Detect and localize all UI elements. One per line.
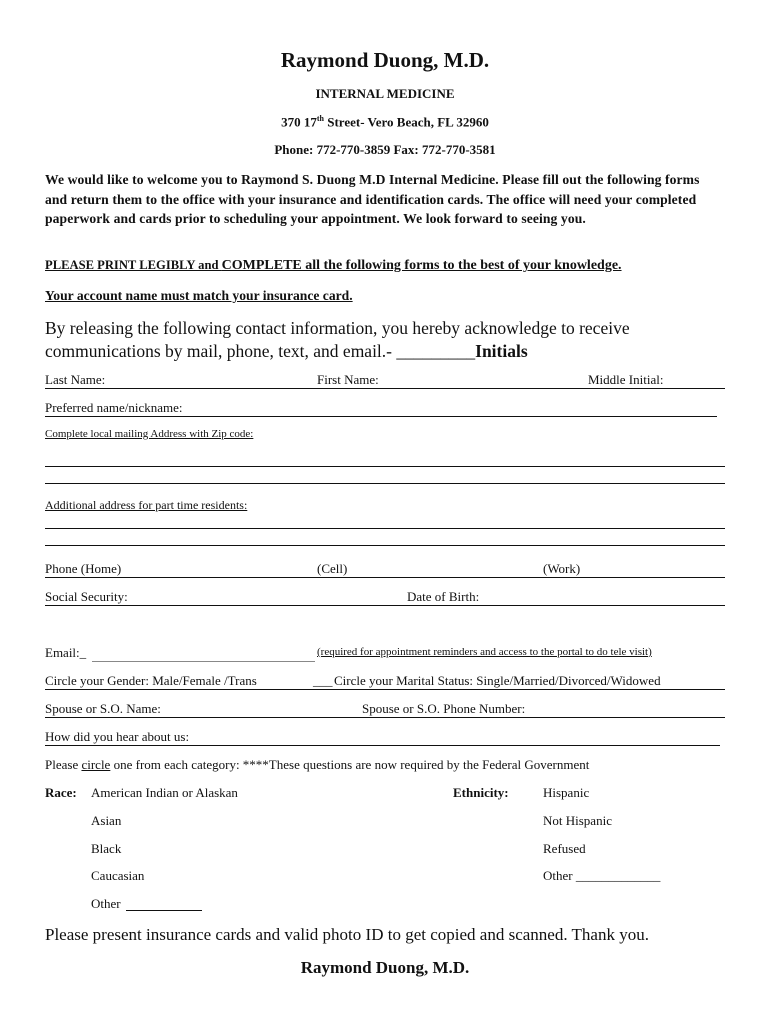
gender-blank[interactable]: ___: [313, 673, 333, 688]
social-security-label: Social Security:: [45, 589, 128, 604]
ethnicity-label: Ethnicity:: [453, 785, 509, 800]
spouse-name-label: Spouse or S.O. Name:: [45, 701, 161, 716]
race-option-caucasian[interactable]: Caucasian: [91, 868, 145, 883]
specialty-heading: INTERNAL MEDICINE: [315, 86, 455, 101]
race-other-line[interactable]: [126, 910, 202, 911]
address-number: 370 17: [281, 114, 317, 130]
race-option-asian[interactable]: Asian: [91, 813, 122, 828]
ethnicity-option-not-hispanic[interactable]: Not Hispanic: [543, 813, 612, 828]
gender-label: Circle your Gender: Male/Female /Trans: [45, 673, 257, 688]
heard-about-label: How did you hear about us:: [45, 729, 190, 744]
initials-label: Initials: [475, 340, 528, 361]
additional-address-line-2[interactable]: [45, 545, 725, 546]
name-line[interactable]: [45, 388, 725, 389]
heard-about-line[interactable]: [45, 745, 720, 746]
release-text: By releasing the following contact information, you hereby acknowledge to receive communications by mail, phone, text, and email.- _________: [45, 318, 630, 361]
ethnicity-option-other[interactable]: Other _____________: [543, 868, 661, 883]
mailing-address-label: Complete local mailing Address with Zip code:: [45, 428, 254, 440]
race-option-black[interactable]: Black: [91, 841, 122, 856]
phone-line[interactable]: [45, 577, 725, 578]
account-name-notice: Your account name must match your insurance card.: [45, 288, 353, 303]
ethnicity-option-hispanic[interactable]: Hispanic: [543, 785, 590, 800]
first-name-label: First Name:: [317, 372, 379, 387]
print-legibly-text: PLEASE PRINT LEGIBLY and: [45, 258, 222, 272]
instruction-circle: circle: [81, 757, 111, 772]
gender-marital-line[interactable]: [45, 689, 725, 690]
office-address: [0, 114, 770, 130]
address-rest: Street- Vero Beach, FL 32960: [323, 114, 489, 130]
mailing-address-line-1[interactable]: [45, 466, 725, 467]
demographics-instruction: [45, 757, 589, 773]
spouse-phone-label: Spouse or S.O. Phone Number:: [362, 701, 526, 716]
doctor-name-heading: Raymond Duong, M.D.: [280, 48, 490, 72]
preferred-name-line[interactable]: [45, 416, 717, 417]
phone-cell-label: (Cell): [317, 561, 348, 576]
preferred-name-label: Preferred name/nickname:: [45, 400, 183, 415]
print-complete-text: COMPLETE all the following forms to the best of your knowledge.: [221, 258, 622, 273]
last-name-label: Last Name:: [45, 372, 106, 387]
email-line[interactable]: [92, 661, 315, 662]
additional-address-line-1[interactable]: [45, 528, 725, 529]
welcome-paragraph: We would like to welcome you to Raymond S. Duong M.D Internal Medicine. Please fill out the following forms and return them to the office with your insurance and identification cards. The office will need your completed paperwork and cards prior to scheduling your appointment. We look forward to seeing you.: [45, 172, 700, 227]
print-legibly-notice: [45, 258, 622, 274]
additional-address-label: Additional address for part time residents:: [45, 498, 248, 512]
race-option-american-indian[interactable]: American Indian or Alaskan: [91, 785, 238, 800]
office-phone-fax: Phone: 772-770-3859 Fax: 772-770-3581: [274, 142, 496, 157]
instruction-pre: Please: [45, 757, 82, 772]
ssn-dob-line[interactable]: [45, 605, 725, 606]
instruction-post: one from each category: ****These questions are now required by the Federal Government: [110, 757, 590, 772]
ethnicity-option-refused[interactable]: Refused: [543, 841, 586, 856]
phone-work-label: (Work): [543, 561, 581, 576]
email-label: Email:_: [45, 645, 87, 660]
email-note: (required for appointment reminders and access to the portal to do tele visit): [317, 646, 652, 658]
insurance-note: Please present insurance cards and valid photo ID to get copied and scanned. Thank you.: [45, 925, 649, 944]
marital-status-label: Circle your Marital Status: Single/Married/Divorced/Widowed: [334, 673, 661, 688]
middle-initial-label: Middle Initial:: [588, 372, 664, 387]
date-of-birth-label: Date of Birth:: [407, 589, 480, 604]
address-superscript: th: [316, 114, 324, 123]
contact-release-statement: [45, 317, 725, 362]
race-label: Race:: [45, 785, 77, 800]
phone-home-label: Phone (Home): [45, 561, 122, 576]
spouse-line[interactable]: [45, 717, 725, 718]
race-option-other[interactable]: Other: [91, 896, 121, 911]
mailing-address-line-2[interactable]: [45, 483, 725, 484]
footer-signature: Raymond Duong, M.D.: [300, 958, 470, 977]
